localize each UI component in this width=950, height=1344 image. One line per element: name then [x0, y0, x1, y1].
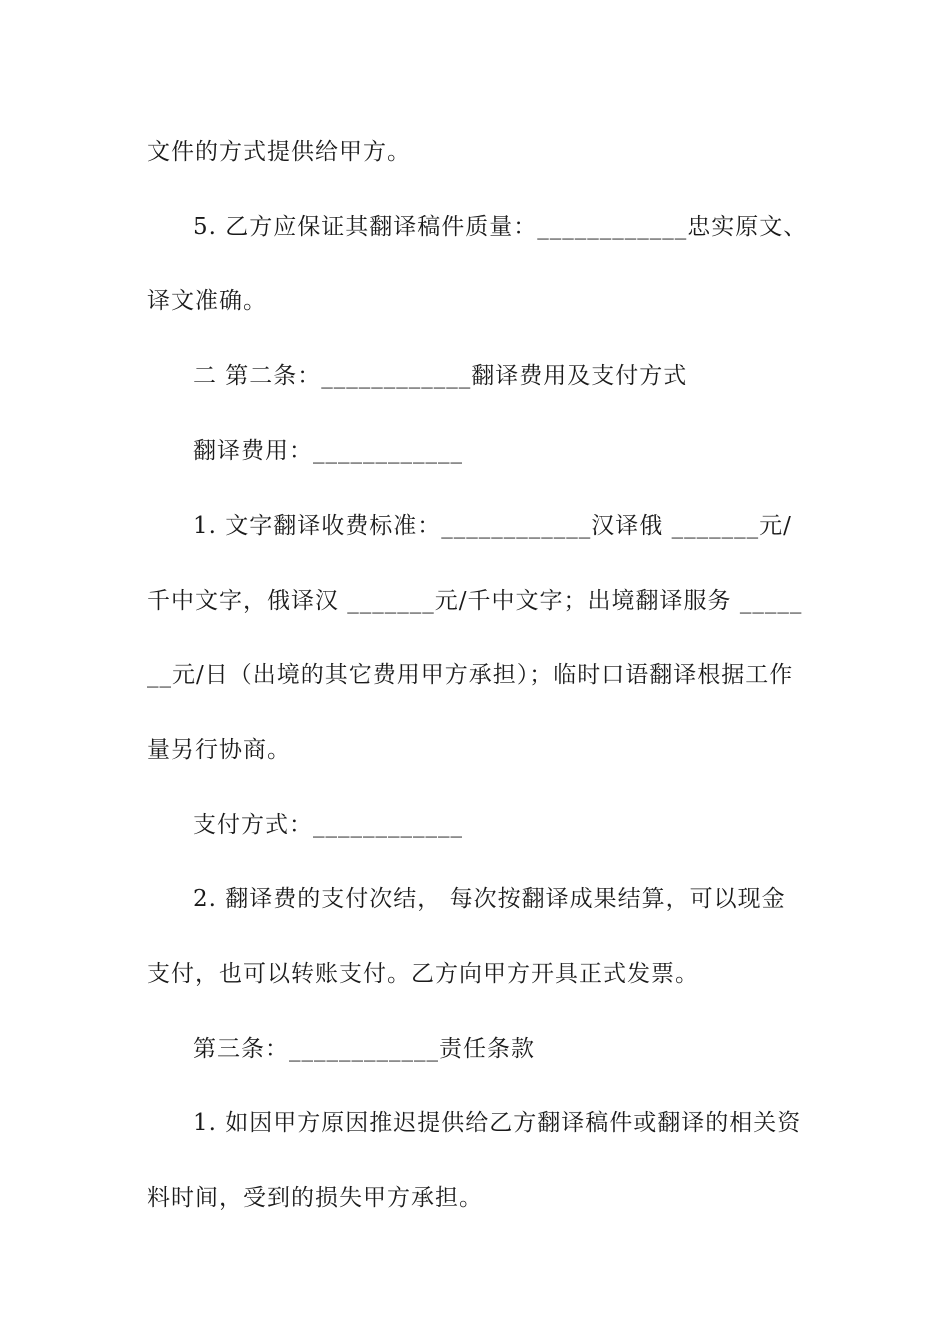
section-heading: 二 第二条：____________翻译费用及支付方式: [193, 363, 688, 389]
paragraph-line: 支付，也可以转账支付。乙方向甲方开具正式发票。: [147, 961, 699, 987]
section-heading: 第三条：____________责任条款: [193, 1036, 535, 1062]
paragraph-line: 翻译费用：____________: [193, 438, 463, 464]
paragraph-line: 文件的方式提供给甲方。: [147, 139, 411, 165]
paragraph-line: 译文准确。: [147, 288, 267, 314]
paragraph-line: 支付方式：____________: [193, 812, 463, 838]
paragraph-line: 量另行协商。: [147, 737, 291, 763]
paragraph-line: 1. 文字翻译收费标准：____________汉译俄 _______元/: [193, 513, 792, 539]
paragraph-line: 千中文字，俄译汉 _______元/千中文字；出境翻译服务 _____: [147, 588, 803, 614]
paragraph-line: 5. 乙方应保证其翻译稿件质量：____________忠实原文、: [193, 214, 808, 240]
paragraph-line: 2. 翻译费的支付次结， 每次按翻译成果结算，可以现金: [193, 886, 786, 912]
paragraph-line: 1. 如因甲方原因推迟提供给乙方翻译稿件或翻译的相关资: [193, 1110, 802, 1136]
paragraph-line: 料时间，受到的损失甲方承担。: [147, 1185, 483, 1211]
paragraph-line: __元/日（出境的其它费用甲方承担）；临时口语翻译根据工作: [147, 662, 794, 688]
